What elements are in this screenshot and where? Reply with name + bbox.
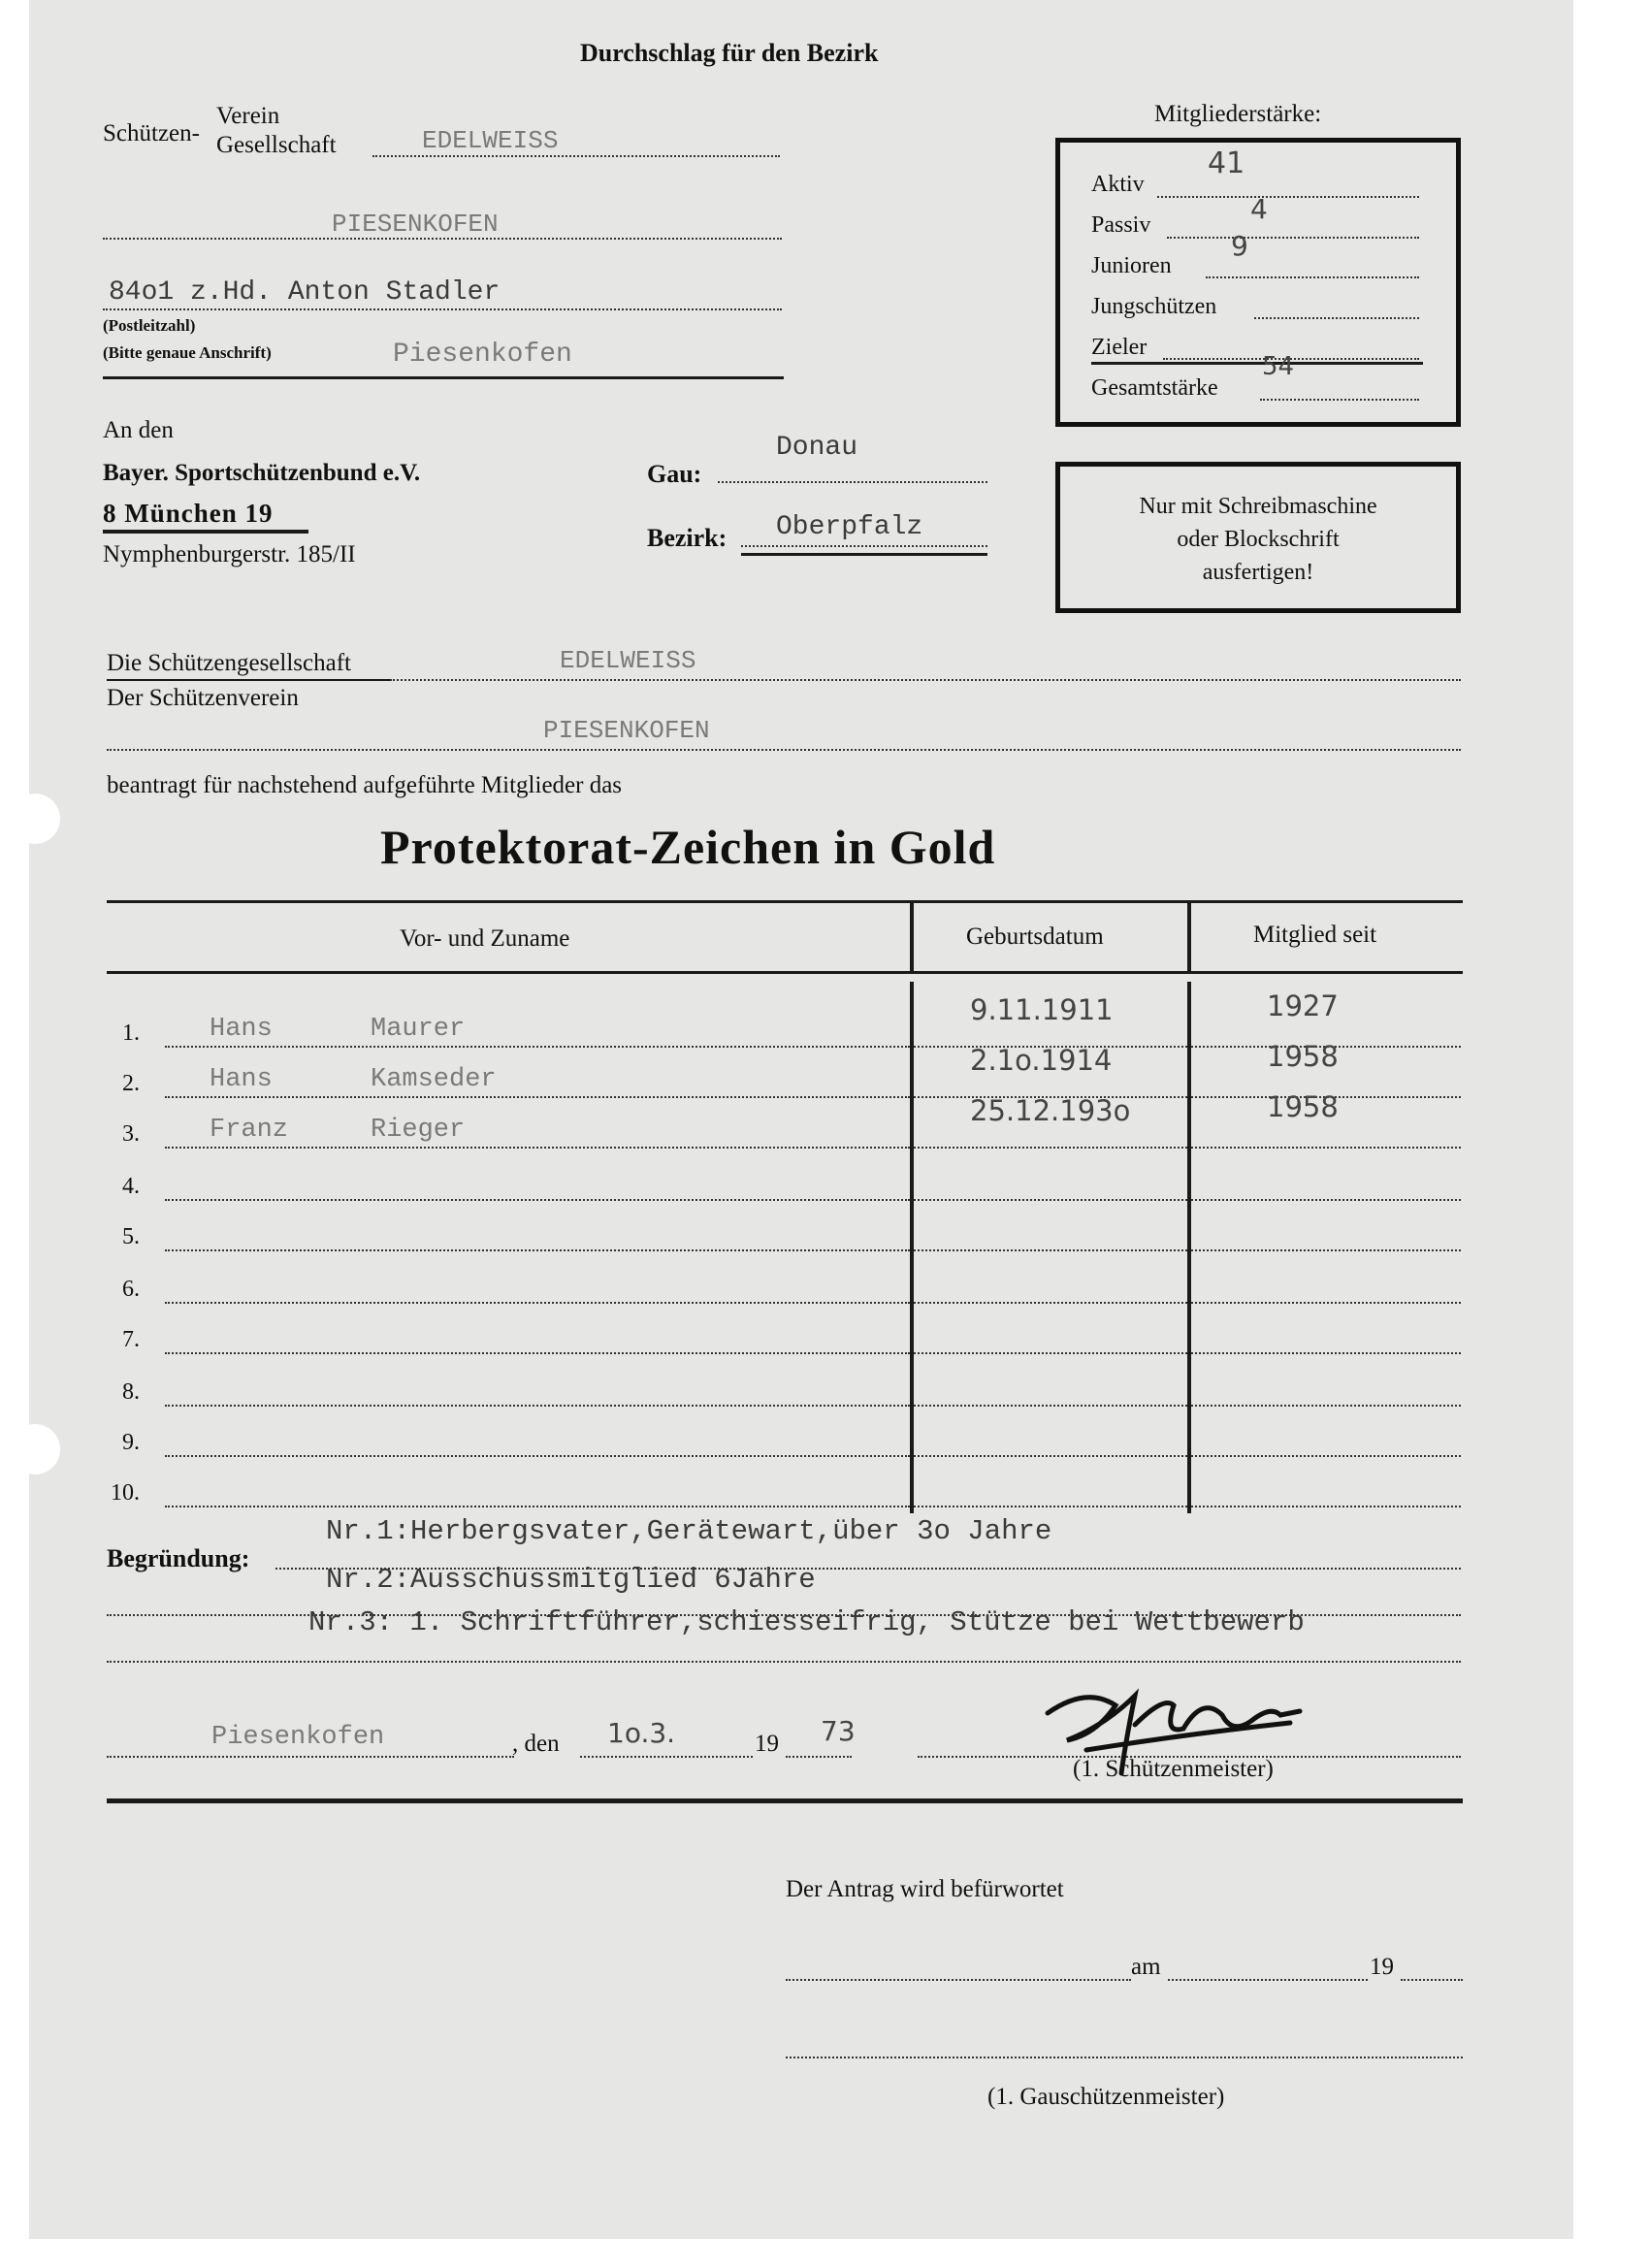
applicant-name-value: EDELWEISS (560, 646, 696, 675)
endorsement-text: Der Antrag wird befürwortet (786, 1876, 1064, 1902)
membership-box (1055, 138, 1461, 427)
table-row-number: 1. (122, 1021, 140, 1046)
notice-line-3: ausfertigen! (1202, 560, 1314, 585)
endorsement-am-label: am (1131, 1954, 1161, 1980)
gau-line (718, 481, 987, 483)
signoff-place-line (107, 1756, 514, 1758)
table-row-name-line (165, 1046, 910, 1048)
punch-hole-top (10, 794, 60, 844)
recipient-street: Nymphenburgerstr. 185/II (103, 541, 356, 567)
reason-text-3: Nr.3: 1. Schriftführer,schiesseifrig, Stütze bei Wettbewerb (308, 1606, 1305, 1638)
table-row-since-line (1191, 1352, 1461, 1354)
table-row-number: 8. (122, 1379, 140, 1405)
reason-label: Begründung: (107, 1544, 250, 1572)
table-row-name-line (165, 1506, 910, 1507)
table-header-since: Mitglied seit (1253, 922, 1377, 948)
endorsement-role: (1. Gauschützenmeister) (987, 2084, 1225, 2110)
club-place-value: PIESENKOFEN (332, 210, 499, 239)
table-row-since-line (1191, 1405, 1461, 1407)
club-city-value: Piesenkofen (393, 340, 572, 370)
table-row-since-line (1191, 1455, 1461, 1457)
table-row-number: 7. (122, 1327, 140, 1352)
postleitzahl-label: (Postleitzahl) (103, 316, 196, 335)
notice-box (1055, 462, 1461, 613)
membership-zieler-label: Zieler (1091, 335, 1148, 360)
table-header-divider-2 (1187, 900, 1191, 972)
signoff-date-line (580, 1756, 753, 1758)
membership-passiv-label: Passiv (1091, 212, 1151, 238)
table-row-name-line (165, 1455, 910, 1457)
reason-text-1: Nr.1:Herbergsvater,Gerätewart,über 3o Jahre (326, 1515, 1052, 1547)
signoff-year-prefix: 19 (755, 1731, 779, 1757)
table-header-birth: Geburtsdatum (966, 923, 1104, 950)
club-type-verein: Verein (216, 103, 280, 129)
club-address-value: 84o1 z.Hd. Anton Stadler (109, 277, 501, 308)
table-row-birth-date: 2.1o.1914 (970, 1044, 1113, 1077)
table-row-name-line (165, 1249, 910, 1251)
table-row-number: 3. (122, 1121, 140, 1147)
table-top-rule (107, 900, 1463, 903)
membership-total-label: Gesamtstärke (1091, 375, 1218, 401)
signoff-year-value: 73 (821, 1715, 856, 1747)
address-underline (103, 376, 784, 379)
table-row-name-line (165, 1352, 910, 1354)
recipient-city-underline (103, 530, 308, 534)
applicant-label-underline (107, 679, 390, 681)
table-row-birth-date: 9.11.1911 (970, 993, 1114, 1026)
table-row-birth-line (914, 1352, 1187, 1354)
notice-line-2: oder Blockschrift (1177, 527, 1340, 552)
table-row-birth-line (914, 1302, 1187, 1304)
table-col-divider-2 (1187, 982, 1191, 1513)
signoff-den-label: , den (512, 1731, 560, 1757)
signoff-date-value: 1o.3. (607, 1717, 676, 1749)
table-row-since-line (1191, 1147, 1461, 1149)
table-row-first-name: Hans (210, 1065, 273, 1094)
club-address-line (103, 308, 782, 310)
table-row-first-name: Hans (210, 1015, 273, 1044)
table-row-birth-line (914, 1147, 1187, 1149)
table-row-number: 6. (122, 1277, 140, 1302)
endorsement-year-prefix: 19 (1370, 1954, 1394, 1980)
table-row-name-line (165, 1096, 910, 1098)
reason-line-3 (107, 1661, 1461, 1663)
table-row-member-since: 1927 (1267, 989, 1339, 1022)
membership-aktiv-label: Aktiv (1091, 172, 1145, 197)
recipient-city: 8 München 19 (103, 499, 274, 528)
table-row-birth-line (914, 1249, 1187, 1251)
signoff-role: (1. Schützenmeister) (1073, 1756, 1274, 1782)
membership-passiv-value: 4 (1250, 193, 1268, 225)
membership-title: Mitgliederstärke: (1154, 101, 1322, 127)
table-header-rule (107, 971, 1463, 974)
bezirk-value: Oberpfalz (776, 512, 923, 542)
endorsement-signature-line (786, 2057, 1463, 2058)
table-row-number: 2. (122, 1071, 140, 1096)
reason-text-2: Nr.2:Ausschussmitglied 6Jahre (326, 1564, 816, 1596)
table-row-birth-line (914, 1455, 1187, 1457)
recipient-org: Bayer. Sportschützenbund e.V. (103, 460, 421, 486)
bezirk-underline (741, 553, 987, 556)
membership-junioren-line (1206, 276, 1419, 278)
table-row-birth-line (914, 1199, 1187, 1201)
applicant-request-text: beantragt für nachstehend aufgeführte Mitglieder das (107, 772, 623, 798)
table-row-since-line (1191, 1199, 1461, 1201)
membership-passiv-line (1167, 237, 1419, 239)
membership-total-value: 54 (1262, 352, 1295, 381)
applicant-place-line (107, 749, 1461, 751)
table-row-birth-line (914, 1405, 1187, 1407)
club-prefix: Schützen- (103, 120, 200, 146)
notice-line-1: Nur mit Schreibmaschine (1139, 494, 1377, 519)
gau-label: Gau: (647, 460, 702, 488)
table-row-first-name: Franz (210, 1116, 289, 1145)
table-row-number: 9. (122, 1430, 140, 1455)
endorsement-date-line (1168, 1979, 1368, 1981)
punch-hole-bottom (10, 1424, 60, 1474)
table-row-number: 10. (111, 1480, 140, 1506)
table-row-last-name: Kamseder (371, 1065, 497, 1094)
table-row-member-since: 1958 (1267, 1040, 1339, 1073)
table-col-divider-1 (910, 982, 914, 1513)
club-type-gesellschaft: Gesellschaft (216, 132, 337, 158)
table-row-birth-date: 25.12.193o (970, 1094, 1131, 1127)
award-title: Protektorat-Zeichen in Gold (380, 820, 996, 874)
form-header-title: Durchschlag für den Bezirk (580, 39, 879, 67)
table-row-last-name: Rieger (371, 1116, 466, 1145)
table-row-since-line (1191, 1302, 1461, 1304)
bezirk-line (741, 545, 987, 547)
membership-aktiv-line (1157, 196, 1419, 198)
anschrift-label: (Bitte genaue Anschrift) (103, 343, 272, 362)
table-row-number: 4. (122, 1174, 140, 1199)
table-row-birth-line (914, 1506, 1187, 1507)
membership-jungschuetzen-label: Jungschützen (1091, 294, 1217, 319)
bezirk-label: Bezirk: (647, 524, 728, 552)
applicant-label-gesellschaft: Die Schützengesellschaft (107, 650, 351, 676)
table-row-name-line (165, 1199, 910, 1201)
table-row-name-line (165, 1147, 910, 1149)
table-row-since-line (1191, 1506, 1461, 1507)
membership-aktiv-value: 41 (1208, 146, 1245, 180)
recipient-an-den: An den (103, 417, 174, 443)
club-place-line (103, 238, 782, 240)
table-header-name: Vor- und Zuname (400, 925, 570, 952)
applicant-label-verein: Der Schützenverein (107, 685, 299, 711)
membership-total-line (1260, 399, 1419, 401)
club-name-value: EDELWEISS (422, 126, 559, 155)
club-name-line (372, 155, 780, 157)
signoff-bottom-rule (107, 1798, 1463, 1803)
gau-value: Donau (776, 433, 858, 463)
table-row-name-line (165, 1302, 910, 1304)
table-row-last-name: Maurer (371, 1015, 466, 1044)
table-row-number: 5. (122, 1224, 140, 1249)
endorsement-year-line (1401, 1979, 1463, 1981)
table-row-name-line (165, 1405, 910, 1407)
signoff-year-line (786, 1756, 852, 1758)
membership-jungschuetzen-line (1254, 317, 1419, 319)
table-row-member-since: 1958 (1267, 1090, 1339, 1123)
membership-junioren-label: Junioren (1091, 253, 1172, 278)
endorsement-name-line (786, 1979, 1131, 1981)
membership-total-rule (1091, 362, 1423, 365)
table-row-since-line (1191, 1249, 1461, 1251)
membership-junioren-value: 9 (1231, 230, 1248, 262)
applicant-place-value: PIESENKOFEN (543, 716, 710, 745)
signoff-place-value: Piesenkofen (211, 1723, 385, 1752)
applicant-name-line (390, 679, 1461, 681)
table-header-divider-1 (910, 900, 914, 972)
